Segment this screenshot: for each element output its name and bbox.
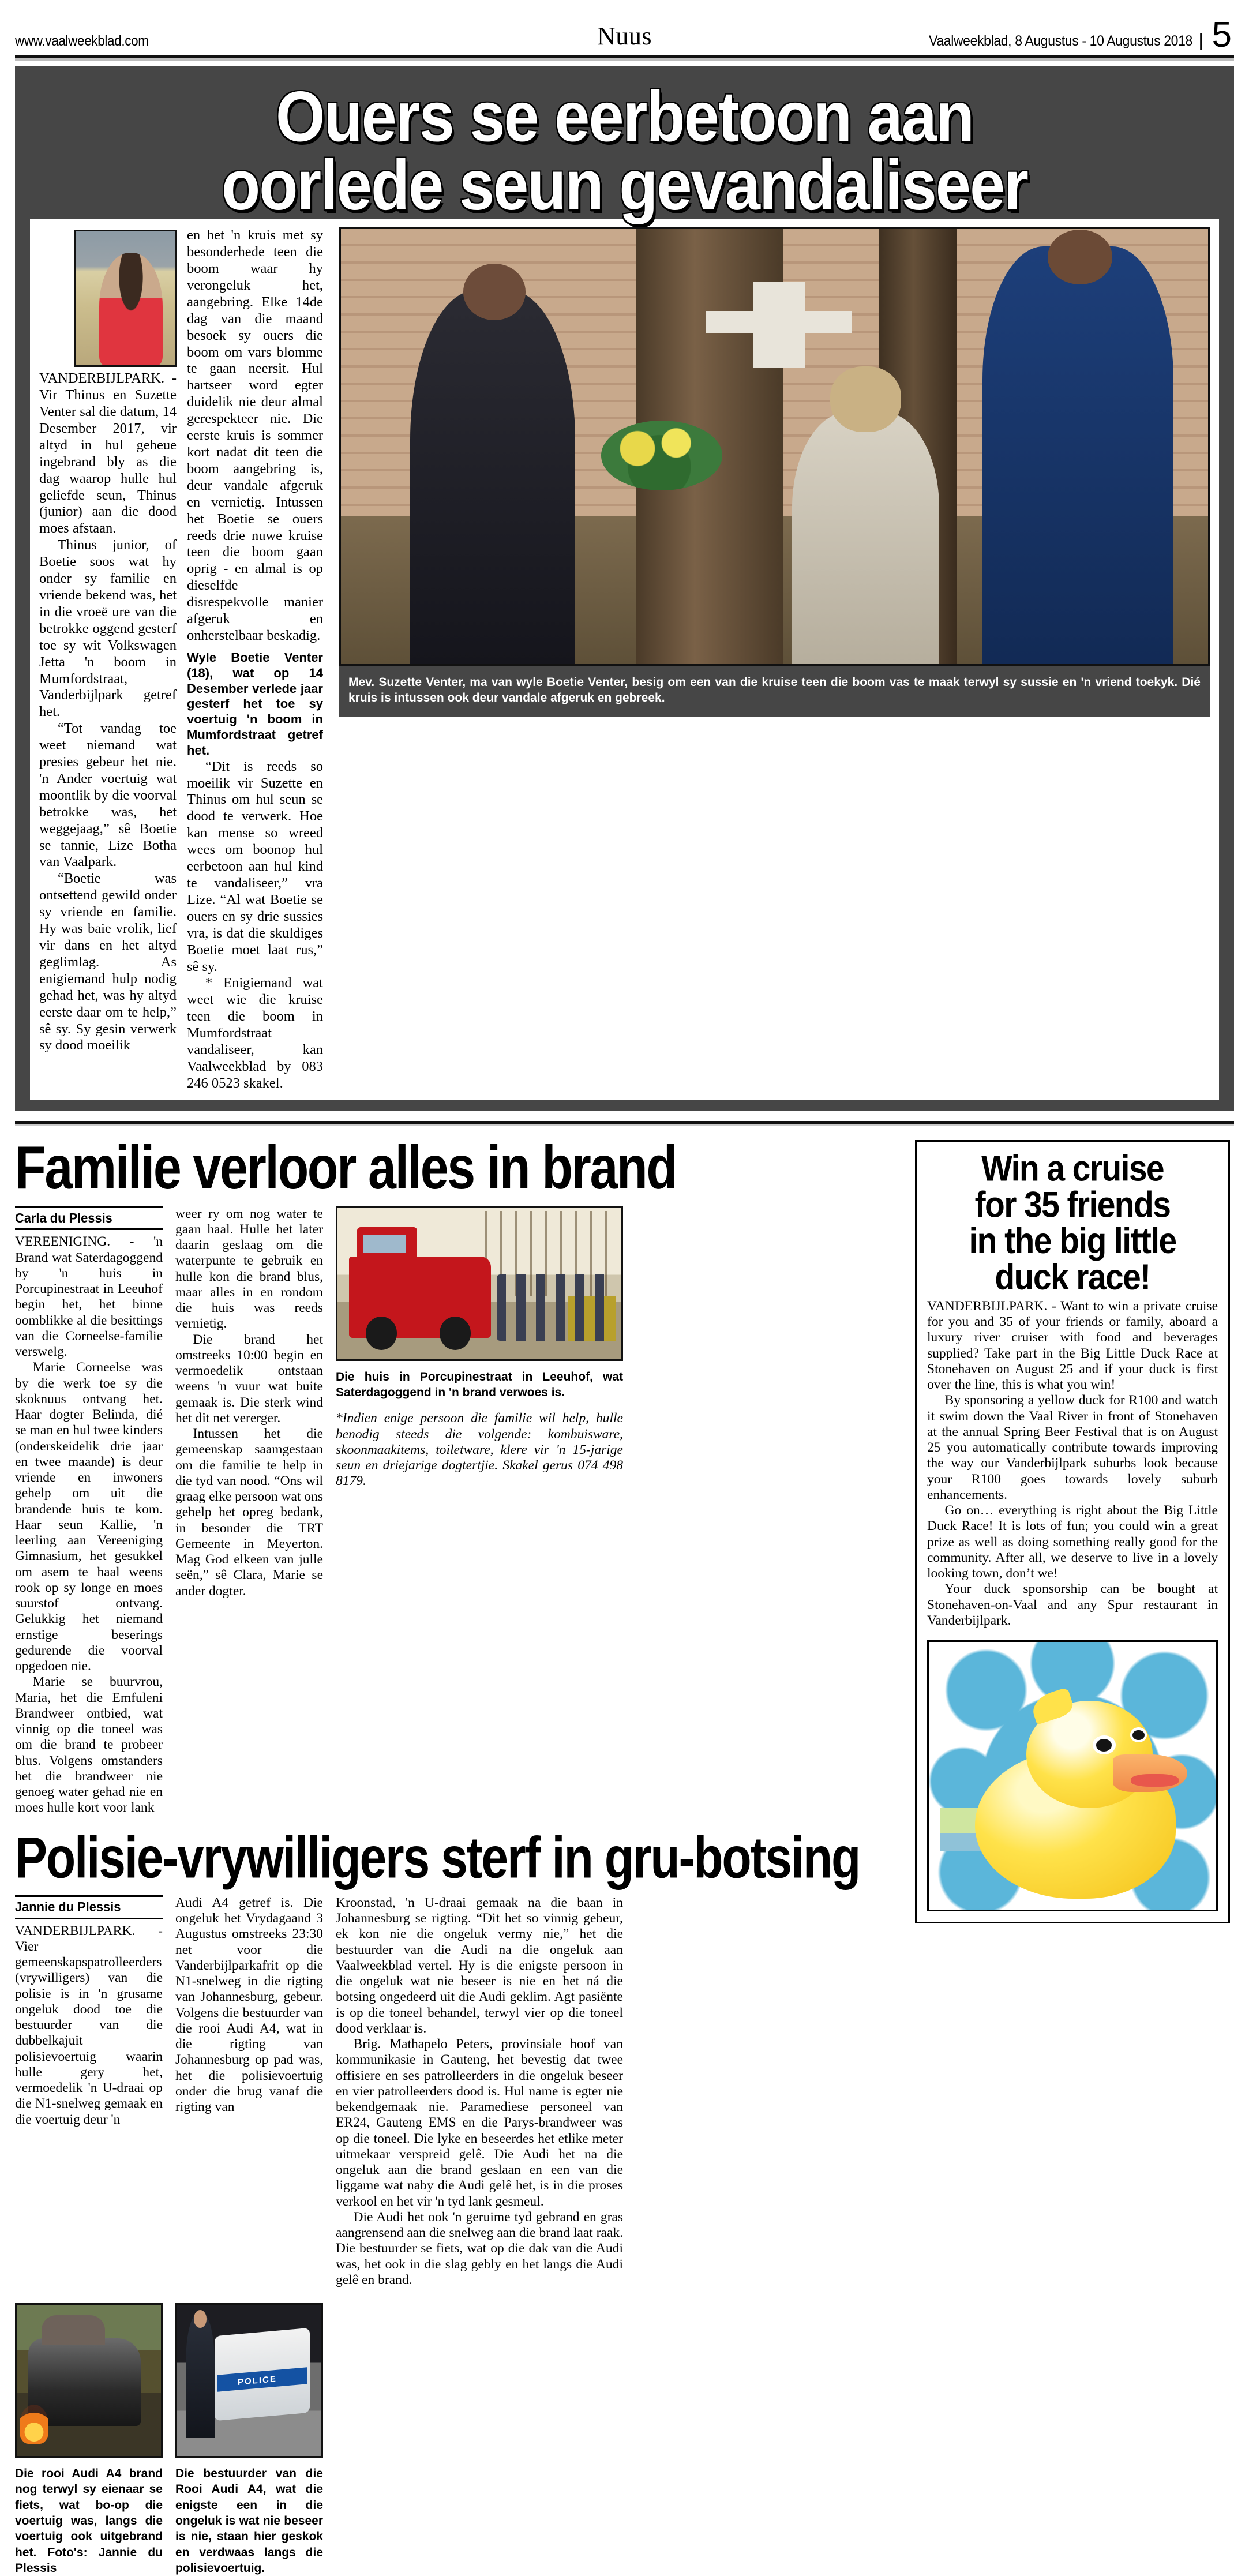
photo-truck-wheel — [366, 1317, 397, 1350]
ad-headline-line1: Win a cruise — [981, 1148, 1164, 1189]
photo-person-sister — [792, 412, 940, 664]
lead-para: Thinus junior, of Boetie soos wat hy onder sy familie en vriende bekend was, het in die vroeë ure van die betrokke oggend gesterf toe sy wit Volkswagen Jetta 'n boom in Mumfordstraat, Vanderbijlpark getref het. — [39, 537, 177, 720]
website-url[interactable]: www.vaalweekblad.com — [15, 33, 149, 49]
police-para: Brig. Mathapelo Peters, provinsiale hoof van kommunikasie in Gauteng, het bevestig dat twee offisiere en ses patrolleerders in die ongeluk beseer en vier patrolleerders dood is. Hul name is egter nie bekendgemaak nie. Paramediese personeel van ER24, Gauteng EMS en die Parys-brandweer was op die toneel. Die lyke en beseerdes het etlike meter uitmekaar verspreid gelê. Die Audi het na die ongeluk aan die brand geslaan en een van die liggame wat naby die Audi gelê het, is in die proses verkool en het vir 'n tyd lank gesmeul. — [336, 2037, 623, 2209]
fire-para: weer ry om nog water te gaan haal. Hulle het later daarin geslaag om die waterpunte te gebruik en hulle kon die brand blus, maar alles in en rondom die huis was reeds vernietig. — [175, 1206, 323, 1332]
lead-para: en het 'n kruis met sy besonderhede teen die boom waar hy verongeluk het, aangebring. Elke 14de dag van die maand besoek sy ouers die boom om vars blomme te gaan neersit. Hul hartseer word egter duidelik nie deur almal gerespekteer nie. Die eerste kruis is sommer kort nadat dit teen die boom aangebring is, deur vandale afgeruk en vernietig. Intussen het Boetie se ouers reeds drie nuwe kruise teen die boom gaan oprig - en almal is op dieselfde disrespekvolle manier afgeruk en onherstelbaar beskadig. — [187, 227, 323, 643]
photo-truck-wheel — [440, 1317, 471, 1350]
lead-headline-line1: Ouers se eerbetoon aan — [275, 77, 974, 157]
police-column-3 — [336, 1895, 623, 2288]
photo-burning-audi — [15, 2303, 163, 2458]
ad-headline-line3: in the big little — [969, 1220, 1176, 1262]
police-columns — [15, 1895, 903, 2288]
lead-headline — [30, 79, 1219, 236]
fire-help-note: *Indien enige persoon die familie wil help, hulle benodig steeds die volgende: kombuisware, skoonmaakitems, toiletware, klere vir 'n 15-jarige seun en driejarige dogtertjie. Skakel gerus 074 498 8179. — [336, 1411, 623, 1489]
ad-para: VANDERBIJLPARK. - Want to win a private cruise for you and 35 of your friends or family, aboard a luxury river cruiser with food and beverages supplied? Take part in the Big Little Duck Race at Stonehaven on August 25 and if your duck is first over the line, this is what you win! — [927, 1298, 1218, 1393]
duck-race-ad[interactable] — [915, 1140, 1230, 1923]
police-byline-box — [15, 1895, 163, 1919]
photo-flames — [20, 2405, 48, 2444]
lead-body — [30, 219, 1219, 1100]
police-column-2 — [175, 1895, 323, 2288]
police-column-1 — [15, 1895, 163, 2288]
police-para: Die Audi het ook 'n geruime tyd gebrand en gras aangrensend aan die snelweg aan die brand laat raak. Die bestuurder se fiets, wat op die dak van die Audi was, het ook in die slag gebly en het langs die Audi gelê en brand. — [336, 2209, 623, 2288]
fire-para: Marie se buurvrou, Maria, het die Emfuleni Brandweer ontbied, wat vinnig op die toneel was om die brand te probeer blus. Volgens omstanders het die brandweer nie genoeg water gehad nie en moes hulle kort voor lank — [15, 1674, 163, 1816]
police-caption-left: Die rooi Audi A4 brand nog terwyl sy eienaar se fiets, wat bo-op die voertuig was, langs die voertuig ook uitgebrand het. Foto's: Jannie du Plessis — [15, 2467, 163, 2575]
fire-para: Intussen het die gemeenskap saamgestaan om die familie te help in die tyd van nood. “Ons wil graag elke persoon wat ons gehelp het opreg bedank, in besonder die TRT Gemeente in Meyerton. Mag God elkeen van julle seën,” sê Clara, Marie se ander dogter. — [175, 1426, 323, 1599]
photo-bystanders — [497, 1274, 610, 1341]
police-text-icon: POLICE — [238, 2374, 277, 2388]
issue-date: Vaalweekblad, 8 Augustus - 10 Augustus 2018 — [929, 33, 1202, 50]
fire-byline: Carla du Plessis — [15, 1210, 112, 1225]
police-photo-row — [15, 2303, 903, 2576]
lead-para: “Dit is reeds so moeilik vir Suzette en Thinus om hul seun se dood te verwerk. Hoe kan mense so wreed wees om boonop hul eerbetoon aan hul kind te vandaliseer,” vra Lize. “Al wat Boetie se ouers en sy drie sussies vra, is dat die skuldiges Boetie moet laat rus,” sê sy. — [187, 758, 323, 974]
police-para: VANDERBIJLPARK. - Vier gemeenskapspatrolleerders (vrywilligers) van die polisie is in 'n grusame ongeluk dood toe die bestuurder van die dubbelkajuit polisievoertuig waarin hulle gery het, vermoedelik 'n U-draai op die N1-snelweg gemaak en die voertuig deur 'n — [15, 1923, 163, 2127]
masthead — [15, 0, 1234, 53]
fire-story — [15, 1133, 903, 1816]
ad-headline — [927, 1148, 1218, 1298]
portrait-caption: Wyle Boetie Venter (18), wat op 14 Desember verlede jaar gesterf het toe sy voertuig 'n boom in Mumfordstraat getref het. — [187, 650, 323, 758]
lead-para: VANDERBIJLPARK. - Vir Thinus en Suzette Venter sal die datum, 14 Desember 2017, vir altyd in hul geheue ingebrand bly as die dag waarop hulle hul geliefde seun, Thinus (junior) aan die dood moes afstaan. — [39, 370, 177, 537]
ad-headline-line2: for 35 friends — [974, 1184, 1171, 1225]
police-photo-block-left — [15, 2303, 163, 2576]
photo-person-mother — [410, 290, 575, 664]
police-byline: Jannie du Plessis — [15, 1899, 121, 1914]
lead-para: “Tot vandag toe weet niemand wat presies gebeur het nie. 'n Ander voertuig wat moontlik by die voorval betrokke was, het weggejaag,” sê Boetie se tannie, Lize Botha van Vaalpark. — [39, 721, 177, 870]
fire-para: VEREENIGING. - 'n Brand wat Saterdagoggend by 'n huis in Porcupinestraat in Leeuhof begin het, het binne oomblikke al die besittings van die Corneelse-familie verswelg. — [15, 1234, 163, 1360]
duck-beak — [1113, 1754, 1187, 1792]
fire-columns — [15, 1206, 903, 1816]
police-story — [15, 1824, 903, 2576]
photo-flowers — [601, 421, 722, 490]
fire-column-3 — [336, 1206, 623, 1816]
police-headline: Polisie-vrywilligers sterf in gru-botsing — [15, 1824, 860, 1890]
ad-para: By sponsoring a yellow duck for R100 and watch it swim down the Vaal River in front of Stonehaven at the annual Spring Beer Festival that is on August 25 you automatically contribute towards improving the way our Vanderbijlpark suburbs look because your R100 goes towards lovely suburb enhancements. — [927, 1393, 1218, 1502]
main-photo-caption: Mev. Suzette Venter, ma van wyle Boetie Venter, besig om een van die kruise teen die boom vas te maak terwyl sy sussie en 'n vriend toekyk. Dié kruis is intussen ook deur vandale afgeruk en gebreek. — [339, 666, 1210, 717]
masthead-rule — [15, 55, 1234, 58]
police-para: Audi A4 getref is. Die ongeluk het Vrydagaand 3 Augustus omstreeks 23:30 net voor die Vanderbijlparkafrit op die N1-snelweg in die rigting van Johannesburg, gebeur. Volgens die bestuurder van die rooi Audi A4, wat in die rigting van Johannesburg op pad was, het die polisievoertuig onder die brug vanaf die rigting van — [175, 1895, 323, 2115]
right-rail — [915, 1140, 1230, 2576]
lead-para: * Enigiemand wat weet wie die kruise teen die boom in Mumfordstraat vandaliseer, kan Vaalweekblad by 083 246 0523 skakel. — [187, 975, 323, 1091]
fire-para: Marie Corneelse was by die werk toe sy die skoknuus ontvang het. Haar dogter Belinda, dié se man en hul twee kinders (onderskeidelik drie jaar en twee maande) is deur vriende en inwoners gehelp om uit die brandende huis te kom. Haar seun Kallie, 'n leerling aan Vereeniging Gimnasium, het gesukkel om asem te haal weens rook op sy longe en moes suurstof ontvang. Gelukkig het niemand ernstige beserings gedurende die voorval opgedoen nie. — [15, 1360, 163, 1674]
fire-photo-caption: Die huis in Porcupinestraat in Leeuhof, wat Saterdagoggend in 'n brand verwoes is. — [336, 1370, 623, 1400]
left-content-zone — [15, 1133, 903, 2576]
photo-person-friend — [982, 246, 1173, 664]
ad-para: Go on… everything is right about the Big Little Duck Race! It is lots of fun; you could win a great prize as well as doing something really good for the community. After all, we deserve to live in a lovely looking town, don’t we! — [927, 1503, 1218, 1581]
main-photo-cross-at-tree — [339, 227, 1210, 666]
portrait-photo-boetie — [74, 230, 177, 367]
page-number: 5 — [1212, 15, 1232, 55]
police-caption-right: Die bestuurder van die Rooi Audi A4, wat die enigste een in die ongeluk is wat nie beseer is nie, staan hier geskok en verdwaas langs die polisievoertuig. — [175, 2467, 323, 2575]
ad-para: Your duck sponsorship can be bought at Stonehaven-on-Vaal and any Spur restaurant in Vanderbijlpark. — [927, 1581, 1218, 1628]
lead-para: “Boetie was ontsettend gewild onder sy vriende en familie. Hy was baie vrolik, lief vir dans en het altyd geglimlag. As enigiemand hulp nodig gehad het, was hy altyd eerste daar om te help,” sê sy. Sy gesin verwerk sy dood moeilik — [39, 871, 177, 1053]
lower-grid — [15, 1133, 1234, 2576]
photo-police-vehicle — [175, 2303, 323, 2458]
lead-column-1 — [39, 227, 187, 1092]
fire-photo-house — [336, 1206, 623, 1361]
lead-story — [15, 66, 1234, 1111]
police-photo-spacer — [336, 2303, 623, 2576]
fire-headline: Familie verloor alles in brand — [15, 1133, 676, 1202]
section-divider — [15, 1121, 1234, 1124]
ad-body — [927, 1299, 1218, 1629]
lead-photo-block — [335, 227, 1210, 1092]
fire-byline-box — [15, 1206, 163, 1231]
ad-headline-line4: duck race! — [995, 1257, 1150, 1298]
fire-column-2 — [175, 1206, 323, 1816]
fire-column-1 — [15, 1206, 163, 1816]
duck-eye — [1093, 1735, 1116, 1754]
section-title: Nuus — [597, 22, 652, 50]
police-photo-block-right — [175, 2303, 323, 2576]
photo-memorial-cross — [753, 282, 805, 369]
fire-para: Die brand het omstreeks 10:00 begin en vermoedelik ontstaan weens 'n vuur wat buite gemaak is. Die sterk wind het dit net vererger. — [175, 1332, 323, 1426]
photo-officer — [186, 2314, 215, 2438]
lead-headline-line2: oorlede seun gevandaliseer — [222, 145, 1027, 225]
lead-column-2 — [187, 227, 335, 1092]
rubber-duck-image — [927, 1640, 1218, 1911]
police-para: Kroonstad, 'n U-draai gemaak na die baan in Johannesburg se rigting. “Dit het so vinnig gebeur, ek kon nie die ongeluk vermy nie,” het die bestuurder van die Audi na die ongeluk aan Vaalweekblad vertel. Hy is die enigste persoon in die ongeluk wat nie beseer is nie en het ná die botsing ongedeerd uit die Audi geklim. Agt pasiënte is op die toneel behandel, terwyl vier op die toneel dood verklaar is. — [336, 1895, 623, 2036]
